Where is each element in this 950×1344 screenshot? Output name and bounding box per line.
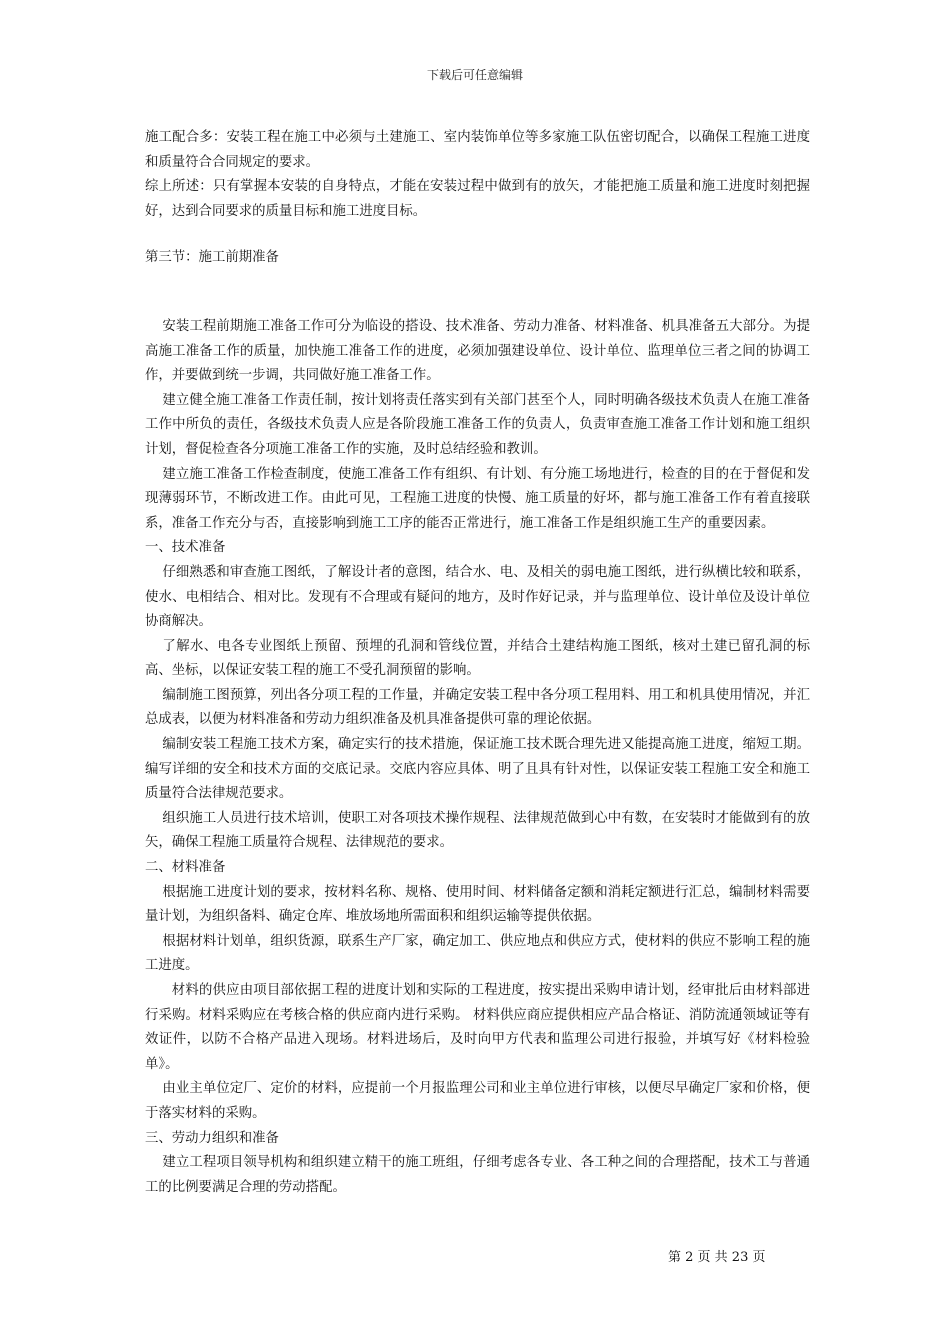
subheading-materials: 二、材料准备 [145, 860, 226, 876]
paragraph: 综上所述：只有掌握本安装的自身特点，才能在安装过程中做到有的放矢，才能把施工质量和施工进度时刻把握好，达到合同要求的质量目标和施工进度目标。 [145, 179, 810, 219]
section-title: 第三节：施工前期准备 [145, 250, 279, 266]
paragraph: 建立工程项目领导机构和组织建立精干的施工班组，仔细考虑各专业、各工种之间的合理搭配，技术工与普通工的比例要满足合理的劳动搭配。 [145, 1155, 810, 1195]
paragraph: 根据材料计划单，组织货源，联系生产厂家，确定加工、供应地点和供应方式，使材料的供应不影响工程的施工进度。 [145, 933, 810, 974]
page-number: 第 2 页 共 23 页 [668, 1250, 766, 1265]
document-body [145, 126, 810, 1200]
subheading-technical: 一、技术准备 [145, 540, 226, 556]
paragraph: 建立施工准备工作检查制度，使施工准备工作有组织、有计划、有分施工场地进行，检查的目的在于督促和发现薄弱环节，不断改进工作。由此可见，工程施工进度的快慢、施工质量的好坏，都与施工准备工作有着直接联系，准备工作充分与否，直接影响到施工工序的能否正常进行，施工准备工作是组织施工生产的重要因素。 [145, 466, 810, 531]
paragraph: 编制施工图预算，列出各分项工程的工作量，并确定安装工程中各分项工程用料、用工和机具使用情况，并汇总成表，以便为材料准备和劳动力组织准备及机具准备提供可靠的理论依据。 [145, 687, 810, 728]
page-header: 下载后可任意编辑 [426, 68, 523, 82]
paragraph: 由业主单位定厂、定价的材料，应提前一个月报监理公司和业主单位进行审核，以便尽早确定厂家和价格，便于落实材料的采购。 [145, 1081, 810, 1121]
paragraph: 组织施工人员进行技术培训，使职工对各项技术操作规程、法律规范做到心中有数，在安装时才能做到有的放矢，确保工程施工质量符合规程、法律规范的要求。 [145, 810, 810, 851]
paragraph: 施工配合多：安装工程在施工中必须与土建施工、室内装饰单位等多家施工队伍密切配合，以确保工程施工进度和质量符合合同规定的要求。 [145, 130, 810, 170]
paragraph: 编制安装工程施工技术方案，确定实行的技术措施，保证施工技术既合理先进又能提高施工进度，缩短工期。编写详细的安全和技术方面的交底记录。交底内容应具体、明了且具有针对性，以保证安装工程施工安全和施工质量符合法律规范要求。 [145, 737, 810, 802]
paragraph: 建立健全施工准备工作责任制，按计划将责任落实到有关部门甚至个人，同时明确各级技术负责人在施工准备工作中所负的责任，各级技术负责人应是各阶段施工准备工作的负责人，负责审查施工准备工作计划和施工组织计划，督促检查各分项施工准备工作的实施，及时总结经验和教训。 [145, 392, 810, 457]
paragraph: 安装工程前期施工准备工作可分为临设的搭设、技术准备、劳动力准备、材料准备、机具准备五大部分。为提高施工准备工作的质量，加快施工准备工作的进度，必须加强建设单位、设计单位、监理单位三者之间的协调工作，并要做到统一步调，共同做好施工准备工作。 [145, 318, 810, 384]
paragraph: 根据施工进度计划的要求，按材料名称、规格、使用时间、材料储备定额和消耗定额进行汇总，编制材料需要量计划，为组织备料、确定仓库、堆放场地所需面积和组织运输等提供依据。 [145, 884, 810, 925]
paragraph: 了解水、电各专业图纸上预留、预埋的孔洞和管线位置，并结合土建结构施工图纸，核对土建已留孔洞的标高、坐标，以保证安装工程的施工不受孔洞预留的影响。 [145, 638, 810, 679]
paragraph: 仔细熟悉和审查施工图纸，了解设计者的意图，结合水、电、及相关的弱电施工图纸，进行纵横比较和联系，使水、电相结合、相对比。发现有不合理或有疑问的地方，及时作好记录，并与监理单位、设计单位及设计单位协商解决。 [145, 564, 810, 630]
paragraph: 材料的供应由项目部依据工程的进度计划和实际的工程进度，按实提出采购申请计划，经审批后由材料部进行采购。材料采购应在考核合格的供应商内进行采购。 材料供应商应提供相应产品合格证、消防流通领域证等有效证件，以防不合格产品进入现场。材料进场后，及时向甲方代表和监理公司进行报验，并填写好《材料检验单》。 [145, 983, 810, 1072]
subheading-labor: 三、劳动力组织和准备 [145, 1130, 279, 1146]
